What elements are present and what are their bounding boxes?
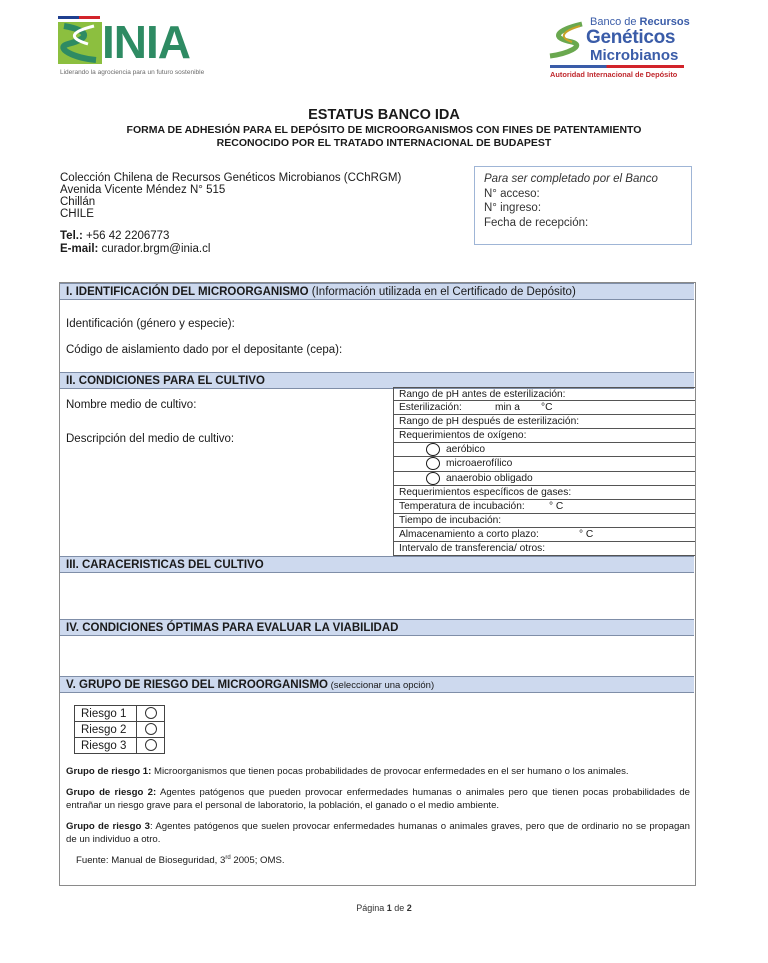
bank-logo-bar	[550, 65, 684, 68]
risk-group-selector	[74, 705, 165, 754]
sterilization-field[interactable]: Esterilización: min a °C	[394, 401, 695, 415]
strain-code-field[interactable]: Código de aislamiento dado por el depositante (cepa):	[66, 344, 343, 356]
risk-option-3: Riesgo 3	[75, 738, 165, 754]
section-3-header: III. CARACERISTICAS DEL CULTIVO	[60, 556, 694, 573]
section-5-header: V. GRUPO DE RIESGO DEL MICROORGANISMO (seleccionar una opción)	[60, 676, 694, 693]
inia-wordmark: INIA	[102, 16, 190, 68]
risk-option-1: Riesgo 1	[75, 706, 165, 722]
bank-box-heading: Para ser completado por el Banco	[484, 173, 658, 185]
email: E-mail: curador.brgm@inia.cl	[60, 243, 211, 255]
species-identification-field[interactable]: Identificación (género y especie):	[66, 318, 235, 330]
bank-logo	[546, 14, 690, 80]
inia-tagline: Liderando la agrociencia para un futuro sostenible	[60, 69, 205, 76]
culture-characteristics-field[interactable]	[60, 574, 694, 618]
culture-medium-description-field[interactable]: Descripción del medio de cultivo:	[66, 433, 235, 445]
culture-medium-name-field[interactable]: Nombre medio de cultivo:	[66, 399, 197, 411]
address-line: Chillán	[60, 196, 96, 208]
ph-before-field[interactable]: Rango de pH antes de esterilización:	[394, 387, 695, 401]
bank-use-box	[474, 166, 692, 245]
bank-logo-line2: Genéticos	[586, 27, 676, 48]
source-citation: Fuente: Manual de Bioseguridad, 3rd 2005; OMS.	[76, 855, 285, 867]
chile-flag-stripe	[58, 16, 100, 19]
risk-option-2: Riesgo 2	[75, 722, 165, 738]
email-link[interactable]: curador.brgm@inia.cl	[98, 243, 211, 255]
contact-block	[60, 230, 210, 256]
inia-logo	[58, 16, 218, 80]
reception-date-field[interactable]: Fecha de recepción:	[484, 216, 589, 229]
radio-circle-icon[interactable]	[426, 443, 440, 456]
section-1-header: I. IDENTIFICACIÓN DEL MICROORGANISMO (Información utilizada en el Certificado de Depósito)	[60, 283, 694, 300]
bank-logo-line4: Autoridad Internacional de Depósito	[550, 70, 678, 79]
radio-circle-icon[interactable]	[145, 707, 157, 719]
gas-requirements-field[interactable]: Requerimientos específicos de gases:	[394, 486, 695, 500]
page-title: ESTATUS BANCO IDA	[308, 107, 460, 123]
short-term-storage-field[interactable]: Almacenamiento a corto plazo: ° C	[394, 528, 695, 542]
risk-group-3-description: Grupo de riesgo 3: Agentes patógenos que suelen provocar enfermedades humanas o animales graves, pero que de ordinario no se propagan de un individuo a otro.	[66, 821, 690, 845]
section-4-header: IV. CONDICIONES ÓPTIMAS PARA EVALUAR LA VIABILIDAD	[60, 619, 694, 636]
radio-circle-icon[interactable]	[426, 457, 440, 470]
telephone: Tel.: +56 42 2206773	[60, 230, 170, 242]
oxygen-requirements-label: Requerimientos de oxígeno:	[394, 429, 695, 443]
radio-circle-icon[interactable]	[145, 739, 157, 751]
bank-helix-icon	[546, 20, 586, 60]
transfer-interval-field[interactable]: Intervalo de transferencia/ otros:	[394, 542, 695, 556]
radio-circle-icon[interactable]	[426, 472, 440, 485]
address-line: CHILE	[60, 208, 94, 220]
radio-circle-icon[interactable]	[145, 723, 157, 735]
section-2-header: II. CONDICIONES PARA EL CULTIVO	[60, 372, 694, 389]
oxygen-option-aerobic[interactable]: aeróbico	[394, 443, 695, 457]
address-line: Colección Chilena de Recursos Genéticos Microbianos (CChRGM)	[60, 172, 402, 184]
viability-conditions-field[interactable]	[60, 637, 694, 677]
incubation-temperature-field[interactable]: Temperatura de incubación: ° C	[394, 500, 695, 514]
inia-helix-icon	[58, 22, 102, 64]
ph-after-field[interactable]: Rango de pH después de esterilización:	[394, 415, 695, 429]
address-block	[60, 172, 401, 220]
entry-number-field[interactable]: N° ingreso:	[484, 202, 542, 214]
bank-logo-line3: Microbianos	[590, 47, 679, 64]
oxygen-option-microaerophilic[interactable]: microaerofílico	[394, 457, 695, 471]
incubation-time-field[interactable]: Tiempo de incubación:	[394, 514, 695, 528]
deposit-form	[59, 282, 696, 886]
culture-conditions-grid	[393, 387, 695, 556]
access-number-field[interactable]: N° acceso:	[484, 187, 540, 200]
risk-group-2-description: Grupo de riesgo 2: Agentes patógenos que pueden provocar enfermedades humanas o animales pero que tienen pocas probabilidades de entrañar un riesgo grave para el personal de laboratorio, la población, el ganado o el medio ambiente.	[66, 787, 690, 811]
address-line: Avenida Vicente Méndez N° 515	[60, 184, 226, 196]
page-number: Página 1 de 2	[356, 903, 412, 913]
risk-group-1-description: Grupo de riesgo 1: Microorganismos que tienen pocas probabilidades de provocar enfermedades en el ser humano o los animales.	[66, 766, 629, 777]
page-subtitle: FORMA DE ADHESIÓN PARA EL DEPÓSITO DE MICROORGANISMOS CON FINES DE PATENTAMIENTO RECONOCIDO POR EL TRATADO INTERNACIONAL DE BUDAPEST	[126, 124, 642, 149]
oxygen-option-obligate-anaerobe[interactable]: anaerobio obligado	[394, 472, 695, 486]
bank-logo-line1: Banco de Recursos	[590, 16, 690, 28]
